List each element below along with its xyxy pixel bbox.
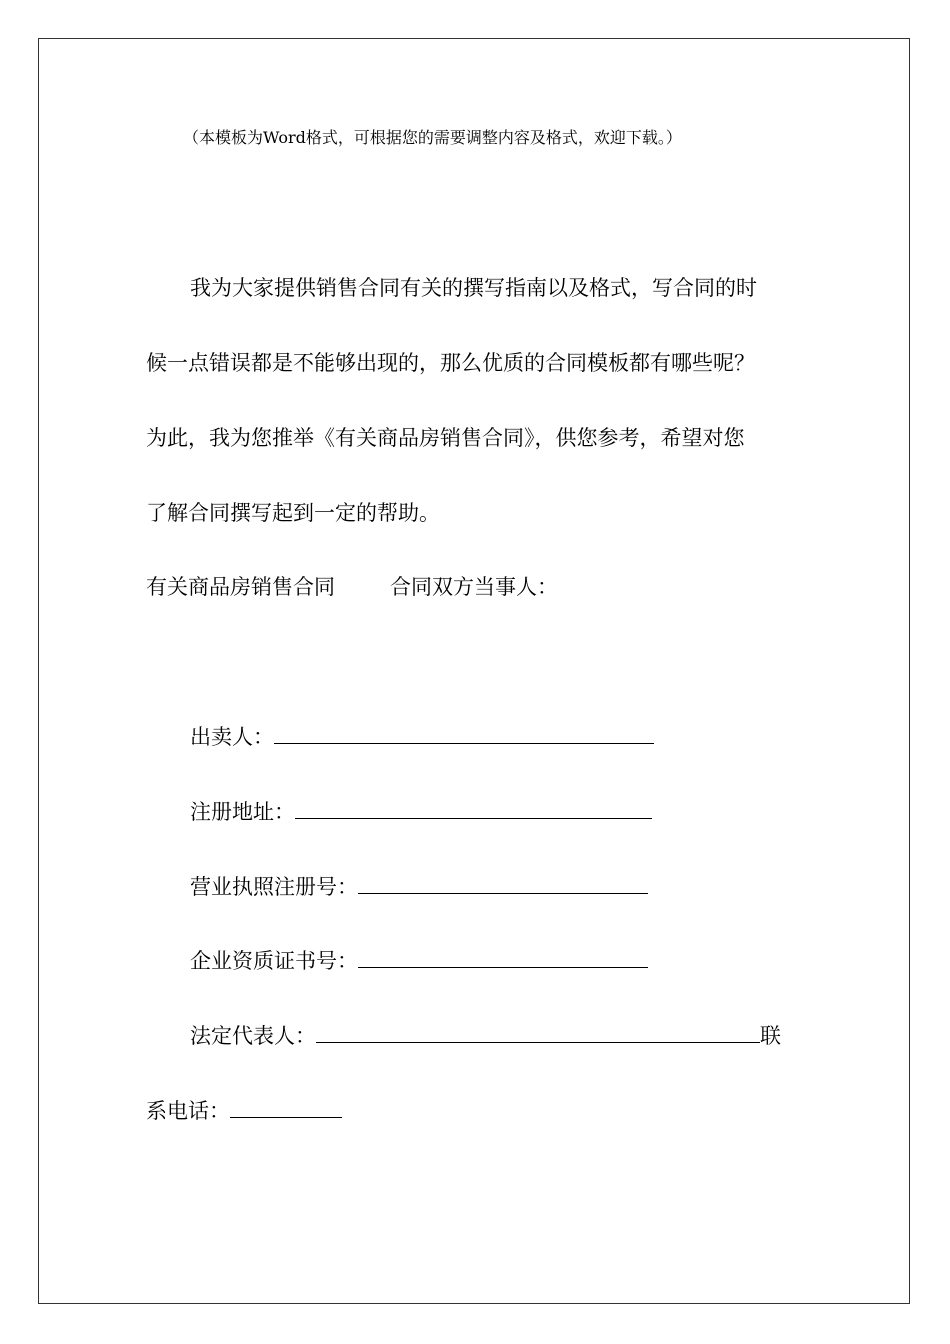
intro-line-3: 为此，我为您推举《有关商品房销售合同》，供您参考，希望对您 xyxy=(146,426,745,450)
qualification-cert-blank[interactable] xyxy=(358,947,648,968)
business-license-label: 营业执照注册号： xyxy=(190,875,358,899)
legal-representative-label: 法定代表人： xyxy=(190,1024,316,1048)
intro-line-4: 了解合同撰写起到一定的帮助。 xyxy=(146,501,440,525)
template-note: （本模板为Word格式，可根据您的需要调整内容及格式，欢迎下载。） xyxy=(183,128,682,147)
legal-rep-tail: 联 xyxy=(760,1024,781,1048)
contact-phone-blank[interactable] xyxy=(230,1097,342,1118)
business-license-field xyxy=(190,873,648,901)
seller-label: 出卖人： xyxy=(190,725,274,749)
registered-address-field xyxy=(190,798,652,826)
contract-title: 有关商品房销售合同 xyxy=(146,575,335,599)
contact-phone-label: 系电话： xyxy=(146,1099,230,1123)
registered-address-blank[interactable] xyxy=(295,798,652,819)
legal-representative-blank[interactable] xyxy=(316,1022,760,1043)
intro-line-1: 我为大家提供销售合同有关的撰写指南以及格式，写合同的时 xyxy=(190,276,757,300)
seller-field xyxy=(190,723,654,751)
contact-phone-field xyxy=(146,1097,342,1125)
business-license-blank[interactable] xyxy=(358,873,648,894)
parties-heading: 合同双方当事人： xyxy=(390,575,558,599)
intro-line-2: 候一点错误都是不能够出现的，那么优质的合同模板都有哪些呢？ xyxy=(146,351,755,375)
legal-representative-field xyxy=(190,1022,781,1050)
qualification-cert-label: 企业资质证书号： xyxy=(190,949,358,973)
qualification-cert-field xyxy=(190,947,648,975)
registered-address-label: 注册地址： xyxy=(190,800,295,824)
seller-blank[interactable] xyxy=(274,723,654,744)
